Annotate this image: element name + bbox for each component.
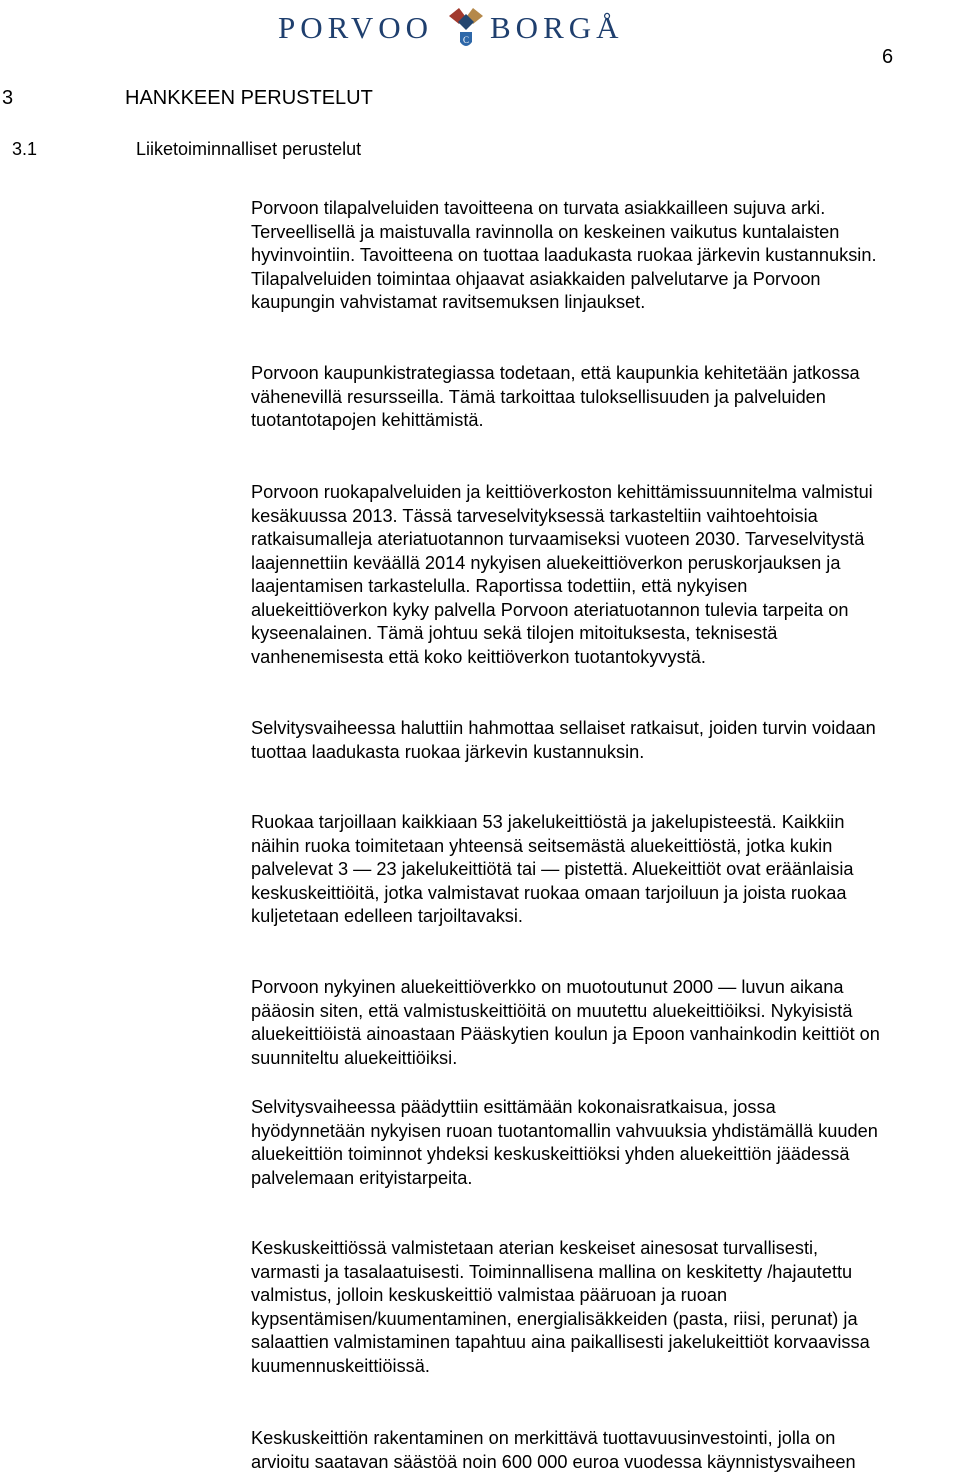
text-line: keskuskeittiöitä, jotka valmistavat ruokaa omaan tarjoiluun ja joista ruokaa [251,882,847,903]
paragraph-service-goals [251,197,960,315]
text-line: varmasti ja tasalaatuisesti. Toiminnallisena mallina on keskitetty /hajautettu [251,1261,853,1282]
text-line: ratkaisumalleja ateriatuotannon turvaamiseksi vuoteen 2030. Tarveselvitystä [251,529,865,549]
text-line: laajennettiin keväällä 2014 nykyisen aluekeittiöverkon peruskorjauksen ja [251,552,841,573]
text-line: arvioitu saatavan säästöä noin 600 000 euroa vuodessa käynnistysvaiheen [251,1451,856,1472]
paragraph-city-strategy [251,362,960,433]
heading-2-title: Liiketoiminnalliset perustelut [136,139,362,159]
text-line: laajentamisen tarkastelulla. Raportissa todettiin, että nykyisen [251,576,748,596]
text-line: kesäkuussa 2013. Tässä tarveselvityksessä tarkasteltiin vaihtoehtoisia [251,505,818,526]
heading-2-number: 3.1 [12,139,38,159]
text-line: Porvoon ruokapalveluiden ja keittiöverkoston kehittämissuunnitelma valmistui [251,482,873,502]
text-line: kyseenalainen. Tämä johtuu sekä tilojen mitoituksesta, teknisestä [251,623,778,643]
svg-text:C: C [462,35,470,45]
logo-word-borga: BORGÅ [490,10,624,45]
text-line: Porvoon nykyinen aluekeittiöverkko on muotoutunut 2000 — luvun aikana [251,977,844,997]
text-line: Keskuskeittiön rakentaminen on merkittävä tuottavuusinvestointi, jolla on [251,1428,836,1448]
text-line: näihin ruoka toimitetaan yhteensä seitsemästä aluekeittiöstä, jotka kukin [251,835,833,856]
text-line: Porvoon tilapalveluiden tavoitteena on turvata asiakkailleen sujuva arki. [251,198,826,218]
text-line: aluekeittiöistä ainoastaan Pääskytien koulun ja Epoon vanhainkodin keittiöt on [251,1024,880,1044]
heading-1-number: 3 [2,87,14,109]
page-number: 6 [882,46,894,68]
paragraph-investment [251,1427,960,1474]
text-line: Selvitysvaiheessa päädyttiin esittämään kokonaisratkaisua, jossa [251,1097,776,1117]
porvoo-borga-logo [278,2,623,52]
text-line: Ruokaa tarjoillaan kaikkiaan 53 jakelukeittiöstä ja jakelupisteestä. Kaikkiin [251,812,845,832]
paragraph-survey-phase [251,717,960,764]
text-line: aluekeittiöverkon kyky palvella Porvoon ateriatuotannon tulevia tarpeita on [251,599,849,620]
text-line: vähenevillä resursseilla. Tämä tarkoittaa tuloksellisuuden ja palveluiden [251,386,826,407]
text-line: palvelevat 3 — 23 jakelukeittiötä tai — pistettä. Aluekeittiöt ovat eräänlaisia [251,859,854,879]
paragraph-development-plan [251,481,960,669]
text-line: kuljetetaan edelleen tarjoiltavaksi. [251,906,523,926]
text-line: hyödynnetään nykyisen ruoan tuotantomallin vahvuuksia yhdistämällä kuuden [251,1120,878,1141]
paragraph-kitchen-network [251,976,960,1070]
text-line: Selvitysvaiheessa haluttiin hahmottaa sellaiset ratkaisut, joiden turvin voidaan [251,718,876,738]
crest-icon [441,2,491,52]
text-line: suunniteltu aluekeittiöiksi. [251,1047,458,1068]
text-line: kuumennuskeittiöissä. [251,1355,430,1376]
text-line: aluekeittiön toiminnot yhdeksi keskuskeittiöksi yhden aluekeittiön jäädessä [251,1144,850,1164]
text-line: salaattien valmistaminen tapahtuu aina paikallisesti jakelukeittiöt korvaavissa [251,1332,870,1352]
paragraph-serving-kitchens [251,811,960,929]
paragraph-overall-solution [251,1096,960,1190]
logo-word-porvoo: PORVOO [278,10,433,45]
text-line: tuotantotapojen kehittämistä. [251,410,484,430]
text-line: kypsentämisen/kuumentaminen, energialisäkkeiden (pasta, riisi, perunat) ja [251,1308,858,1329]
text-line: Tilapalveluiden toimintaa ohjaavat asiakkaiden palvelutarve ja Porvoon [251,268,821,289]
text-line: Porvoon kaupunkistrategiassa todetaan, että kaupunkia kehitetään jatkossa [251,363,860,383]
text-line: vanhenemisesta että koko keittiöverkon tuotantokyvystä. [251,646,706,667]
text-line: valmistus, jolloin keskuskeittiö valmistaa pääruoan ja ruoan [251,1285,728,1305]
text-line: tuottaa laadukasta ruokaa järkevin kustannuksin. [251,741,645,762]
text-line: Keskuskeittiössä valmistetaan aterian keskeiset ainesosat turvallisesti, [251,1238,819,1258]
text-line: pääosin siten, että valmistuskeittiöitä on muutettu aluekeittiöiksi. Nykyisistä [251,1000,853,1021]
text-line: hyvinvointiin. Tavoitteena on tuottaa laadukasta ruokaa järkevin kustannuksin. [251,245,877,265]
text-line: kaupungin vahvistamat ravitsemuksen linjaukset. [251,292,646,312]
text-line: Terveellisellä ja maistuvalla ravinnolla on keskeinen vaikutus kuntalaisten [251,221,840,242]
heading-1-title: HANKKEEN PERUSTELUT [125,87,373,109]
paragraph-central-kitchen [251,1237,960,1378]
text-line: palvelemaan erityistarpeita. [251,1167,473,1188]
